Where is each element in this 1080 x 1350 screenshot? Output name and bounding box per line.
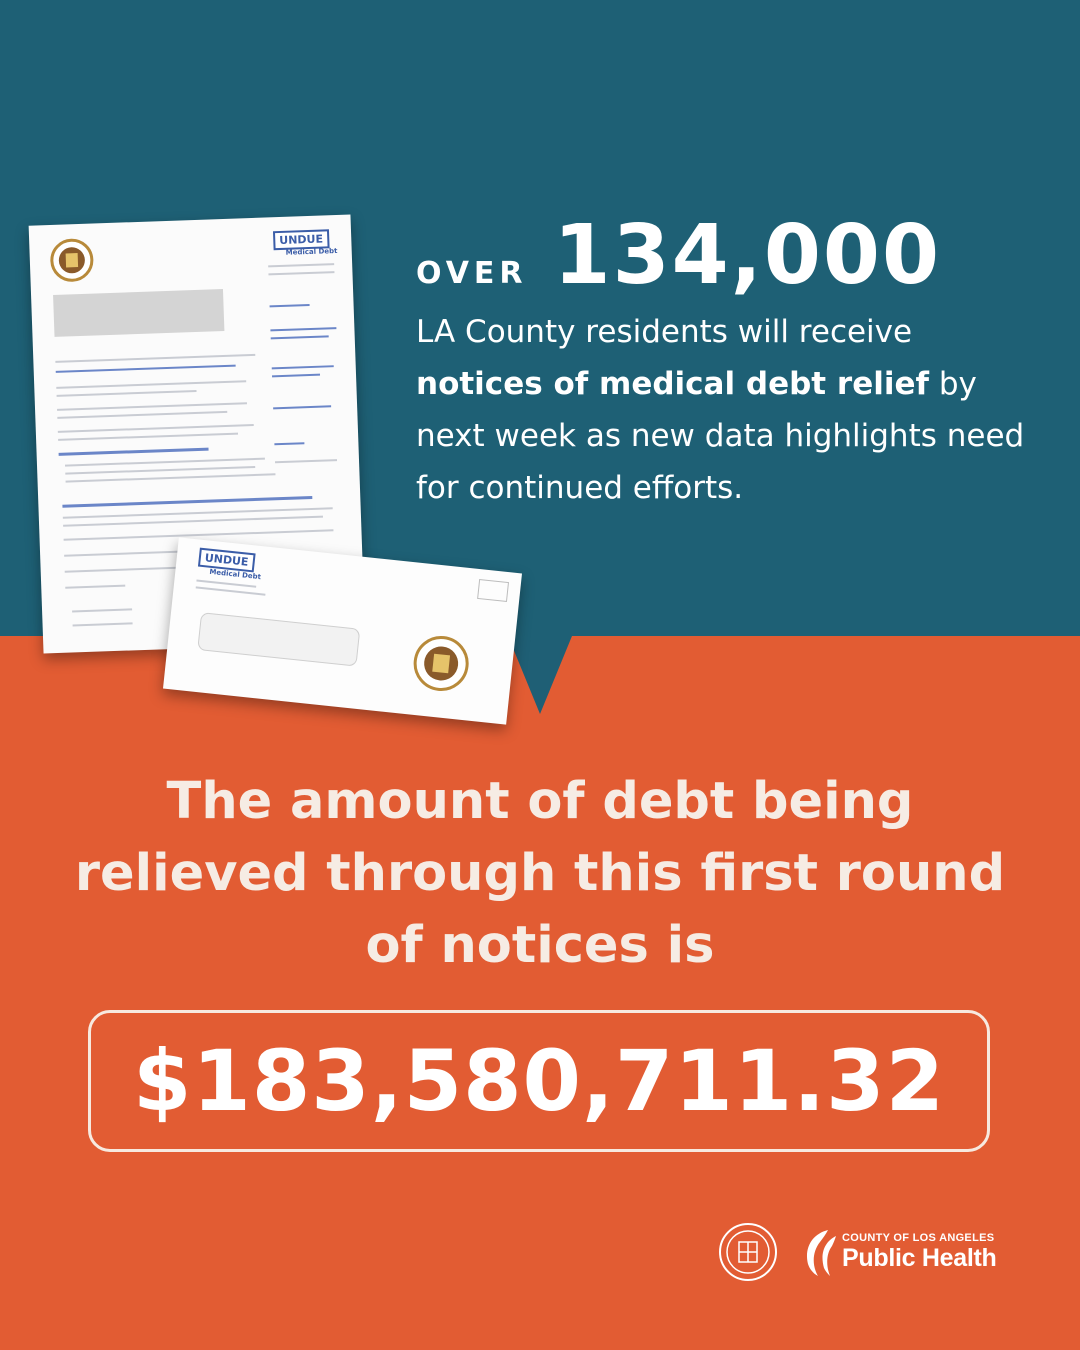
text-line [275, 459, 337, 463]
county-seal-icon [49, 238, 95, 284]
text-line [57, 402, 247, 411]
undue-logo: UNDUE [273, 229, 329, 250]
text-line [272, 374, 320, 378]
text-line [73, 622, 133, 626]
amount-intro: The amount of debt being relieved through this first round of notices is [74, 772, 1006, 975]
text-line [57, 390, 197, 397]
footer-logos [718, 1220, 1018, 1300]
stat-desc-bold: notices of medical debt relief [416, 366, 929, 402]
text-line [59, 448, 209, 456]
text-line [274, 442, 304, 445]
stat-desc-part2: by next week as new data highlights need for continued efforts. [416, 366, 1025, 506]
stat-number: 134,000 [553, 208, 941, 303]
text-line [58, 433, 238, 441]
postage-box [477, 579, 509, 602]
text-line [56, 365, 236, 373]
stat-headline [416, 208, 941, 303]
text-line [65, 567, 185, 573]
amount-box [88, 1010, 990, 1152]
public-health-name: Public Health [842, 1244, 997, 1272]
text-line [65, 585, 125, 589]
text-line [270, 304, 310, 307]
text-line [272, 365, 334, 369]
public-health-logo-icon [798, 1226, 840, 1278]
text-line [72, 608, 132, 612]
undue-logo-subtitle: Medical Debt [209, 567, 262, 582]
text-line [268, 271, 334, 275]
text-line [65, 458, 265, 467]
undue-logo: UNDUE [198, 548, 255, 573]
text-line [65, 466, 255, 475]
text-line [271, 335, 329, 339]
text-line [57, 411, 227, 419]
stat-description [416, 306, 1046, 514]
county-seal-icon [410, 633, 472, 695]
text-line [66, 473, 276, 482]
text-line [196, 586, 266, 595]
undue-logo-subtitle: Medical Debt [285, 246, 338, 257]
text-line [273, 405, 331, 409]
text-line [62, 496, 312, 508]
amount-value: $183,580,711.32 [132, 1032, 946, 1130]
stat-desc-part1: LA County residents will receive [416, 314, 913, 350]
text-line [55, 354, 255, 363]
text-line [268, 263, 334, 267]
public-health-org-line: COUNTY OF LOS ANGELES [842, 1232, 995, 1244]
text-line [56, 380, 246, 389]
text-line [270, 327, 336, 331]
stat-prefix: OVER [416, 256, 528, 291]
county-seal-icon [718, 1222, 778, 1282]
text-line [58, 424, 254, 433]
envelope-window [197, 612, 360, 667]
redacted-address [53, 289, 224, 337]
